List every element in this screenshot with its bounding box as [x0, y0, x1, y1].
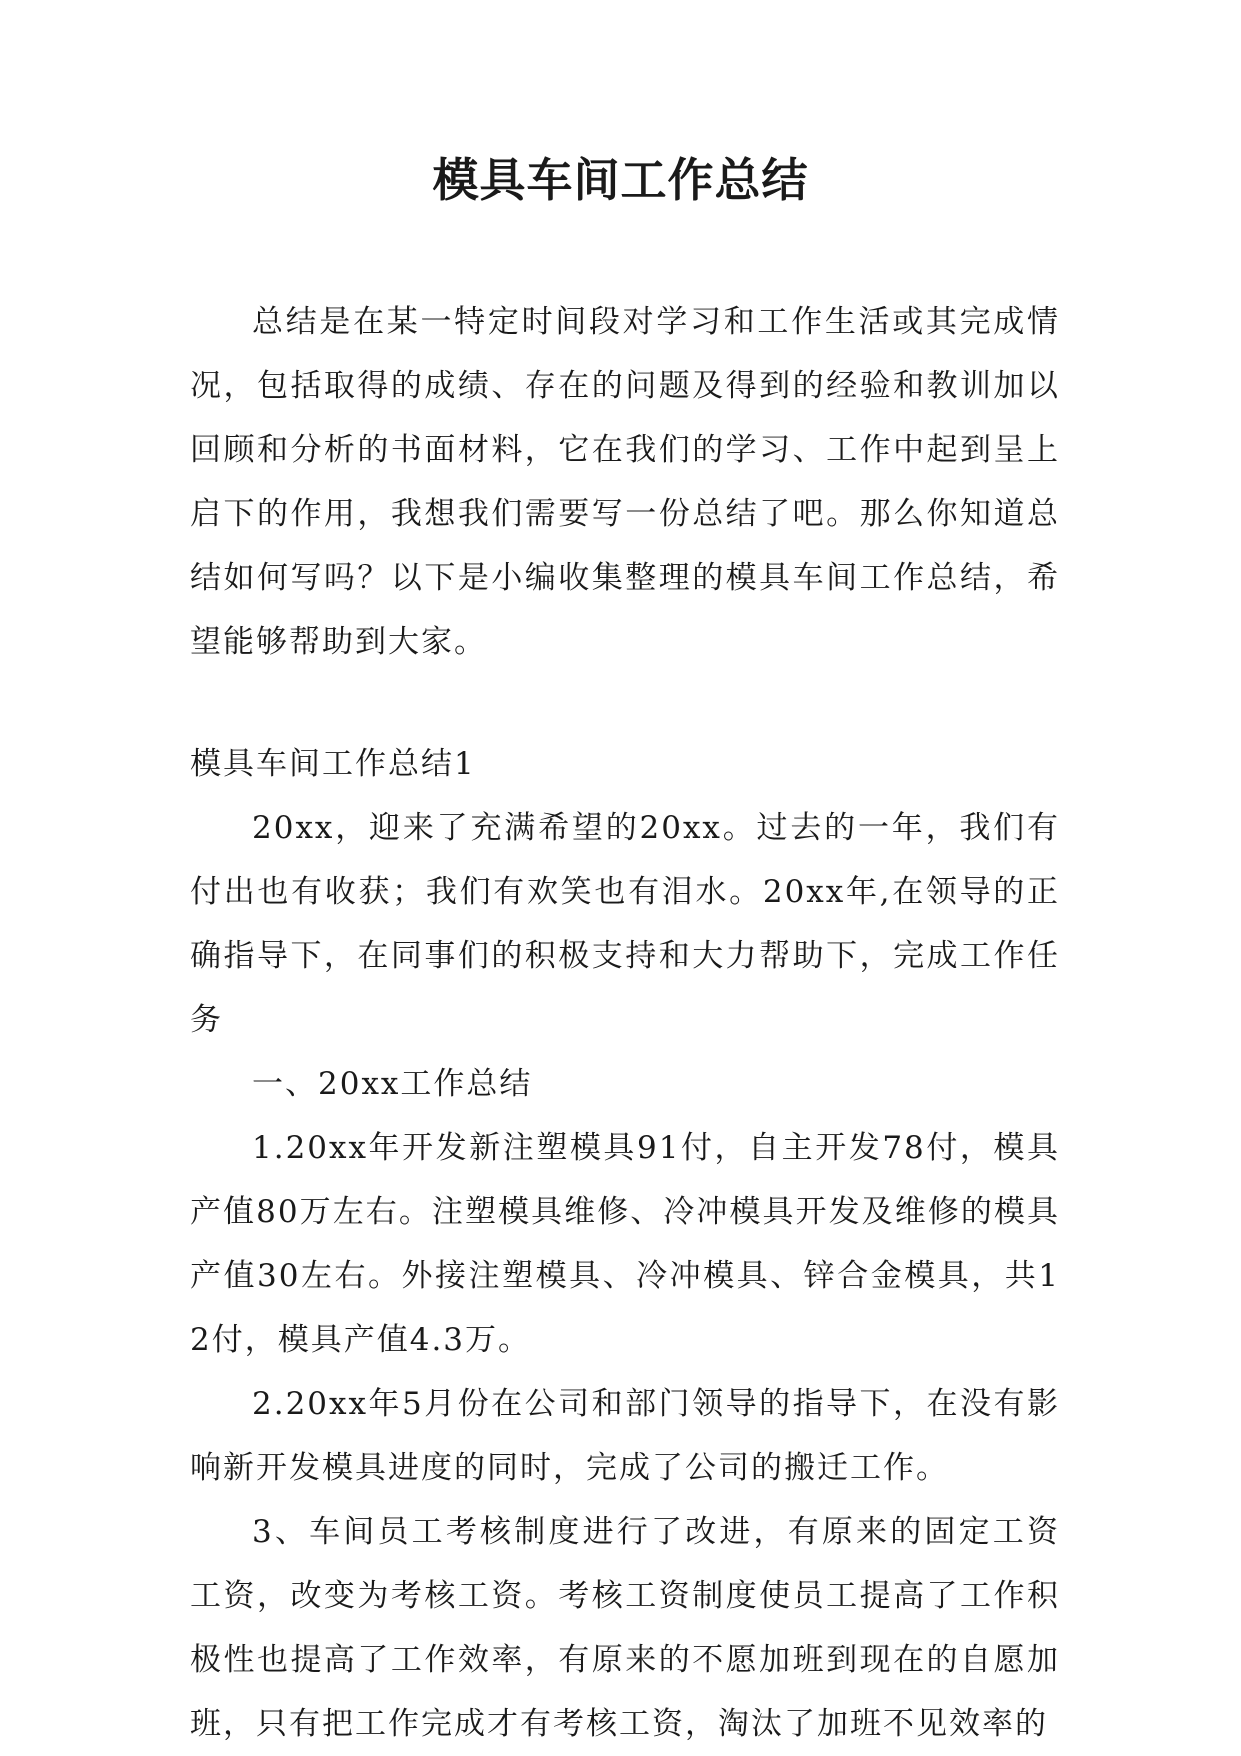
paragraph-gap [190, 674, 1060, 732]
body-paragraph: 1.20xx年开发新注塑模具91付，自主开发78付，模具产值80万左右。注塑模具维修、冷冲模具开发及维修的模具产值30左右。外接注塑模具、冷冲模具、锌合金模具，共12付，模具产值4.3万。 [190, 1130, 1060, 1358]
body-paragraph: 3、车间员工考核制度进行了改进，有原来的固定工资工资，改变为考核工资。考核工资制度使员工提高了工作积极性也提高了工作效率，有原来的不愿加班到现在的自愿加班，只有把工作完成才有考核工资，淘汰了加班不见效率的 [190, 1514, 1060, 1742]
body-paragraph: 2.20xx年5月份在公司和部门领导的指导下，在没有影响新开发模具进度的同时，完成了公司的搬迁工作。 [190, 1386, 1060, 1486]
body-paragraph: 一、20xx工作总结 [252, 1066, 533, 1102]
intro-paragraph: 总结是在某一特定时间段对学习和工作生活或其完成情况，包括取得的成绩、存在的问题及得到的经验和教训加以回顾和分析的书面材料，它在我们的学习、工作中起到呈上启下的作用，我想我们需要写一份总结了吧。那么你知道总结如何写吗？以下是小编收集整理的模具车间工作总结，希望能够帮助到大家。 [190, 304, 1060, 660]
document-title: 模具车间工作总结 [432, 153, 809, 207]
body-paragraph: 20xx，迎来了充满希望的20xx。过去的一年，我们有付出也有收获；我们有欢笑也有泪水。20xx年,在领导的正确指导下，在同事们的积极支持和大力帮助下，完成工作任务 [190, 810, 1060, 1038]
section-title: 模具车间工作总结1 [190, 746, 476, 782]
document-body [190, 290, 1060, 1756]
